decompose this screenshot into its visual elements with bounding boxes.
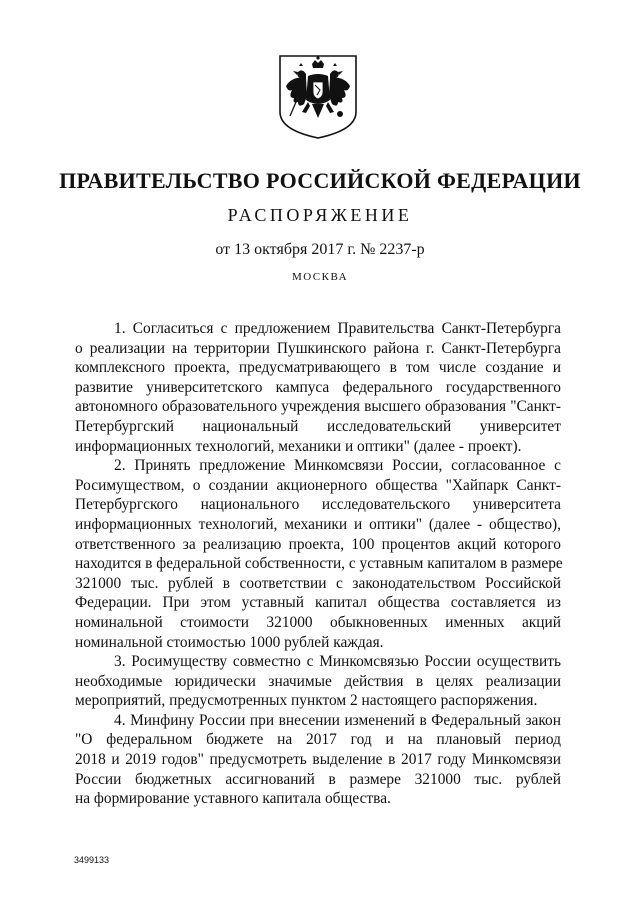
government-title: ПРАВИТЕЛЬСТВО РОССИЙСКОЙ ФЕДЕРАЦИИ bbox=[59, 168, 581, 193]
text-line: номинальной стоимости 321000 обыкновенных именных акций bbox=[75, 613, 561, 631]
text-line: развитие университетского кампуса федерального государственного bbox=[75, 378, 561, 396]
text-line: Федерации. При этом уставный капитал общества составляется из bbox=[75, 594, 561, 612]
text-line: на формирование уставного капитала общества. bbox=[75, 790, 391, 808]
text-line: России бюджетных ассигнований в размере 321000 тыс. рублей bbox=[75, 770, 561, 788]
text-line: 4. Минфину России при внесении изменений в Федеральный закон bbox=[114, 711, 561, 729]
text-line: Петербургский национальный исследовательский университет bbox=[75, 417, 561, 435]
text-line: Росимуществом, о создании акционерного общества "Хайпарк Санкт- bbox=[75, 476, 561, 494]
text-line: находится в федеральной собственности, с уставным капиталом в размере bbox=[75, 555, 563, 573]
document-date-number: от 13 октября 2017 г. № 2237-р bbox=[215, 241, 425, 258]
text-line: Петербургского национального исследовательского университета bbox=[75, 496, 561, 514]
text-line: автономного образовательного учреждения высшего образования "Санкт- bbox=[75, 398, 561, 416]
text-line: о реализации на территории Пушкинского района г. Санкт-Петербурга bbox=[75, 339, 561, 357]
double-headed-eagle-emblem-icon bbox=[276, 52, 360, 142]
text-line: номинальной стоимостью 1000 рублей каждая. bbox=[75, 633, 384, 651]
document-type: РАСПОРЯЖЕНИЕ bbox=[227, 205, 413, 225]
text-line: 2018 и 2019 годов" предусмотреть выделение в 2017 году Минкомсвязи bbox=[75, 751, 561, 769]
text-line: комплексного проекта, предусматривающего в том числе создание и bbox=[75, 359, 561, 377]
text-line: "О федеральном бюджете на 2017 год и на плановый период bbox=[75, 731, 561, 749]
paragraph-4 bbox=[75, 711, 561, 809]
text-line: 2. Принять предложение Минкомсвязи России, согласованное с bbox=[114, 457, 561, 475]
text-line: 1. Согласиться с предложением Правительства Санкт-Петербурга bbox=[114, 320, 561, 337]
paragraph-2 bbox=[75, 456, 561, 652]
document-body bbox=[75, 319, 561, 809]
document-code: 3499133 bbox=[74, 855, 110, 865]
document-city: МОСКВА bbox=[291, 271, 349, 283]
text-line: 3. Росимуществу совместно с Минкомсвязью России осуществить bbox=[114, 653, 561, 671]
text-line: информационных технологий, механики и оптики" (далее - проект). bbox=[75, 437, 522, 455]
text-line: 321000 тыс. рублей в соответствии с законодательством Российской bbox=[75, 574, 561, 592]
paragraph-3 bbox=[75, 652, 561, 711]
text-line: информационных технологий, механики и оптики" (далее - общество), bbox=[75, 515, 561, 533]
text-line: ответственного за реализацию проекта, 100 процентов акций которого bbox=[75, 535, 561, 553]
text-line: необходимые юридически значимые действия в целях реализации bbox=[75, 672, 561, 690]
text-line: мероприятий, предусмотренных пунктом 2 настоящего распоряжения. bbox=[75, 692, 538, 710]
paragraph-1 bbox=[75, 319, 561, 456]
